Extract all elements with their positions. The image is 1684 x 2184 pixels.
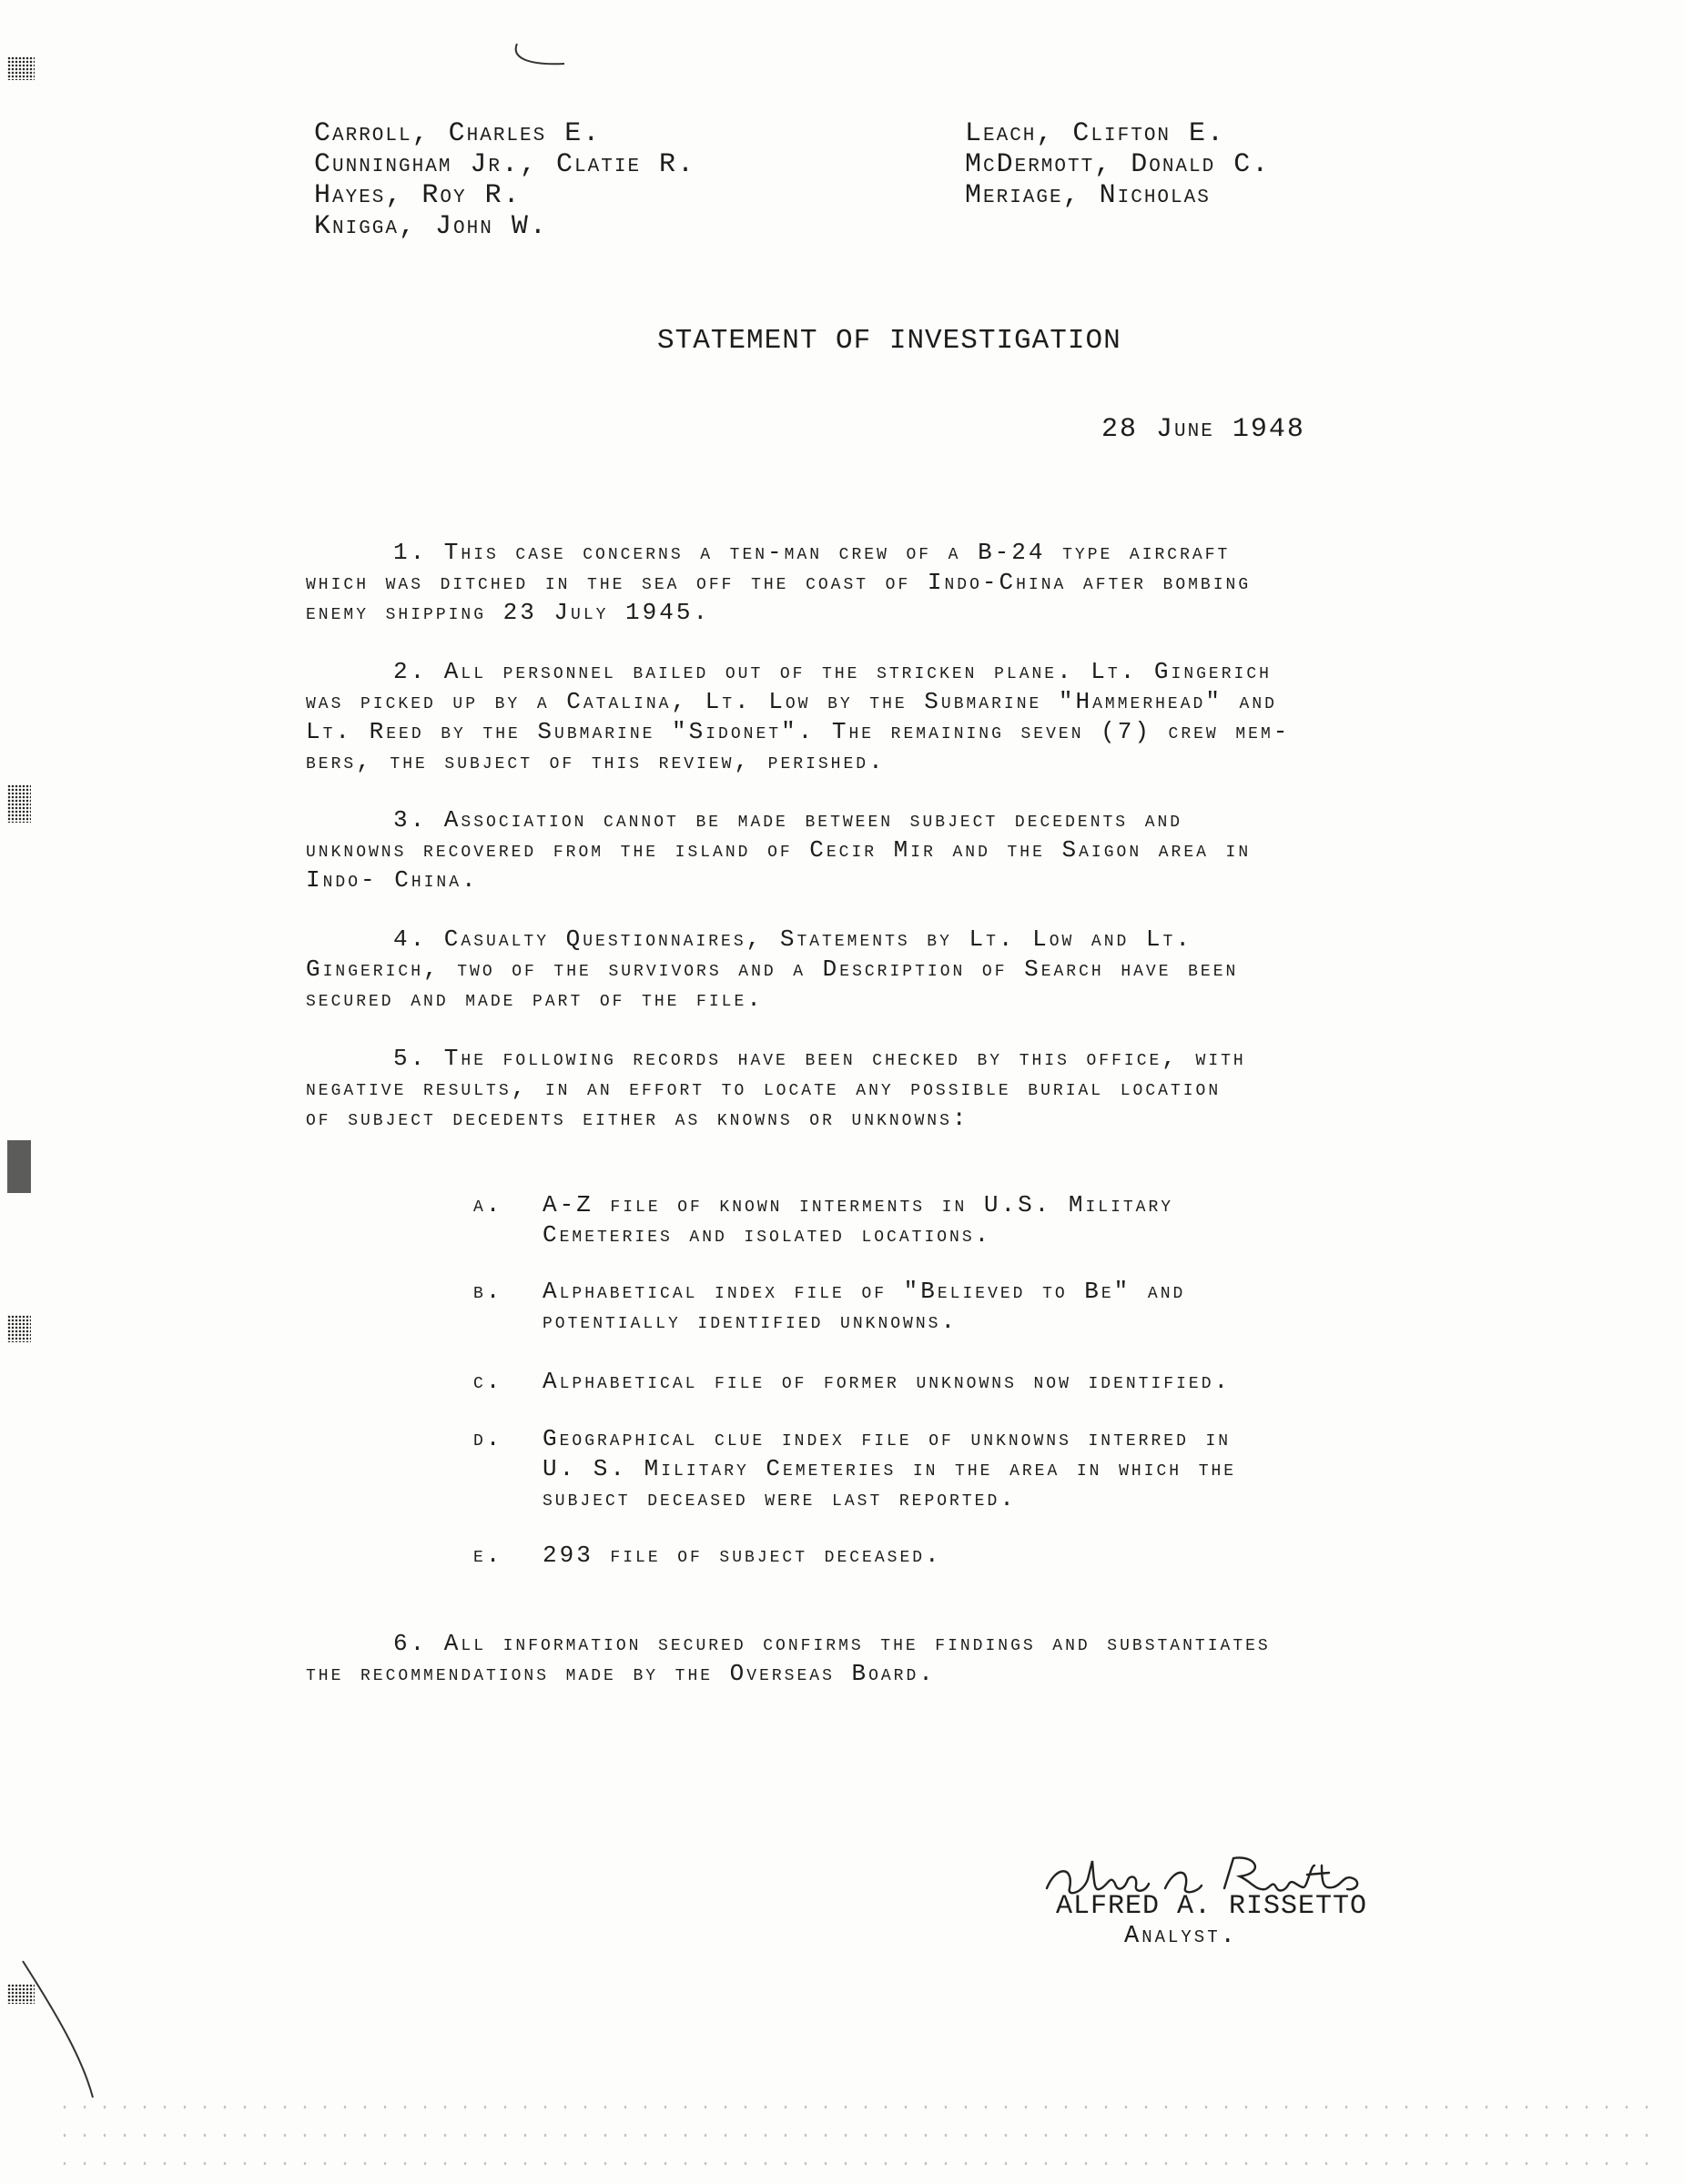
sub-item-line: Alphabetical index file of "Believed to Be" and bbox=[543, 1278, 1186, 1305]
paragraph-line: the recommendations made by the Overseas Board. bbox=[306, 1660, 936, 1687]
paragraph-line: 3. Association cannot be made between subject decedents and bbox=[393, 806, 1183, 834]
paragraph-4 bbox=[306, 925, 1544, 1015]
paragraph-line: which was ditched in the sea off the coast of Indo-China after bombing bbox=[306, 569, 1252, 596]
paragraph-line: 1. This case concerns a ten-man crew of a B-24 type aircraft bbox=[393, 539, 1231, 566]
scan-mark bbox=[7, 56, 35, 80]
paragraph-line: was picked up by a Catalina, Lt. Low by the Submarine "Hammerhead" and bbox=[306, 688, 1277, 715]
signatory-name: ALFRED A. RISSETTO bbox=[1056, 1891, 1368, 1922]
paragraph-2 bbox=[306, 657, 1544, 777]
scan-blot bbox=[7, 1140, 31, 1193]
paragraph-line: negative results, in an effort to locate any possible burial location bbox=[306, 1075, 1222, 1102]
paragraph-line: 4. Casualty Questionnaires, Statements by Lt. Low and Lt. bbox=[393, 925, 1192, 953]
sub-item-line: Cemeteries and isolated locations. bbox=[543, 1221, 992, 1249]
document-title: STATEMENT OF INVESTIGATION bbox=[657, 325, 1121, 357]
paragraph-3 bbox=[306, 805, 1544, 895]
scan-mark bbox=[7, 1315, 31, 1342]
paragraph-line: Lt. Reed by the Submarine "Sidonet". The remaining seven (7) crew mem- bbox=[306, 718, 1291, 745]
crew-member-name: Carroll, Charles E. bbox=[314, 118, 602, 149]
crew-member-name: Cunningham Jr., Clatie R. bbox=[314, 149, 696, 180]
crew-member-name: McDermott, Donald C. bbox=[965, 149, 1271, 180]
paragraph-6 bbox=[306, 1629, 1544, 1689]
sub-item-line: U. S. Military Cemeteries in the area in which the bbox=[543, 1455, 1237, 1482]
sub-item-text bbox=[543, 1424, 1236, 1514]
crew-member-name: Hayes, Roy R. bbox=[314, 180, 522, 211]
sub-item-letter: b. bbox=[473, 1278, 503, 1305]
paragraph-line: unknowns recovered from the island of Cecir Mir and the Saigon area in bbox=[306, 836, 1252, 864]
sub-item-line: A-Z file of known interments in U.S. Military bbox=[543, 1191, 1174, 1218]
paragraph-line: 6. All information secured confirms the findings and substantiates bbox=[393, 1630, 1271, 1657]
paragraph-line: enemy shipping 23 July 1945. bbox=[306, 599, 711, 626]
sub-item-letter: d. bbox=[473, 1425, 503, 1452]
sub-item-text bbox=[543, 1367, 1231, 1397]
sub-item-text bbox=[543, 1541, 942, 1571]
crew-member-name: Meriage, Nicholas bbox=[965, 180, 1211, 211]
paragraph-line: Gingerich, two of the survivors and a Description of Search have been bbox=[306, 956, 1239, 983]
paragraph-line: secured and made part of the file. bbox=[306, 986, 764, 1013]
scan-bottom-edge bbox=[55, 2093, 1657, 2166]
paragraph-line: 5. The following records have been checked by this office, with bbox=[393, 1045, 1246, 1072]
signatory-title: Analyst. bbox=[1124, 1923, 1238, 1950]
sub-item-line: 293 file of subject deceased. bbox=[543, 1542, 942, 1569]
sub-item-line: subject deceased were last reported. bbox=[543, 1485, 1017, 1512]
sub-item-letter: a. bbox=[473, 1191, 503, 1218]
document-date: 28 June 1948 bbox=[1101, 414, 1305, 445]
paragraph-line: bers, the subject of this review, perished. bbox=[306, 748, 886, 775]
sub-item-text bbox=[543, 1277, 1185, 1337]
sub-item-text bbox=[543, 1190, 1173, 1250]
crew-member-name: Knigga, John W. bbox=[314, 211, 548, 242]
scan-mark bbox=[7, 784, 31, 823]
names-right-column bbox=[965, 118, 1270, 211]
names-left-column bbox=[314, 118, 695, 242]
paragraph-line: 2. All personnel bailed out of the stricken plane. Lt. Gingerich bbox=[393, 658, 1272, 685]
punch-mark bbox=[510, 36, 573, 73]
sub-item-line: Geographical clue index file of unknowns interred in bbox=[543, 1425, 1232, 1452]
sub-item-letter: e. bbox=[473, 1542, 503, 1569]
margin-line bbox=[18, 1956, 100, 2102]
sub-item-letter: c. bbox=[473, 1368, 503, 1395]
paragraph-line: Indo- China. bbox=[306, 866, 479, 894]
sub-item-line: Alphabetical file of former unknowns now identified. bbox=[543, 1368, 1232, 1395]
paragraph-5 bbox=[306, 1044, 1544, 1134]
sub-item-line: potentially identified unknowns. bbox=[543, 1308, 959, 1335]
crew-member-name: Leach, Clifton E. bbox=[965, 118, 1226, 149]
paragraph-line: of subject decedents either as knowns or unknowns: bbox=[306, 1105, 969, 1132]
paragraph-1 bbox=[306, 538, 1544, 628]
